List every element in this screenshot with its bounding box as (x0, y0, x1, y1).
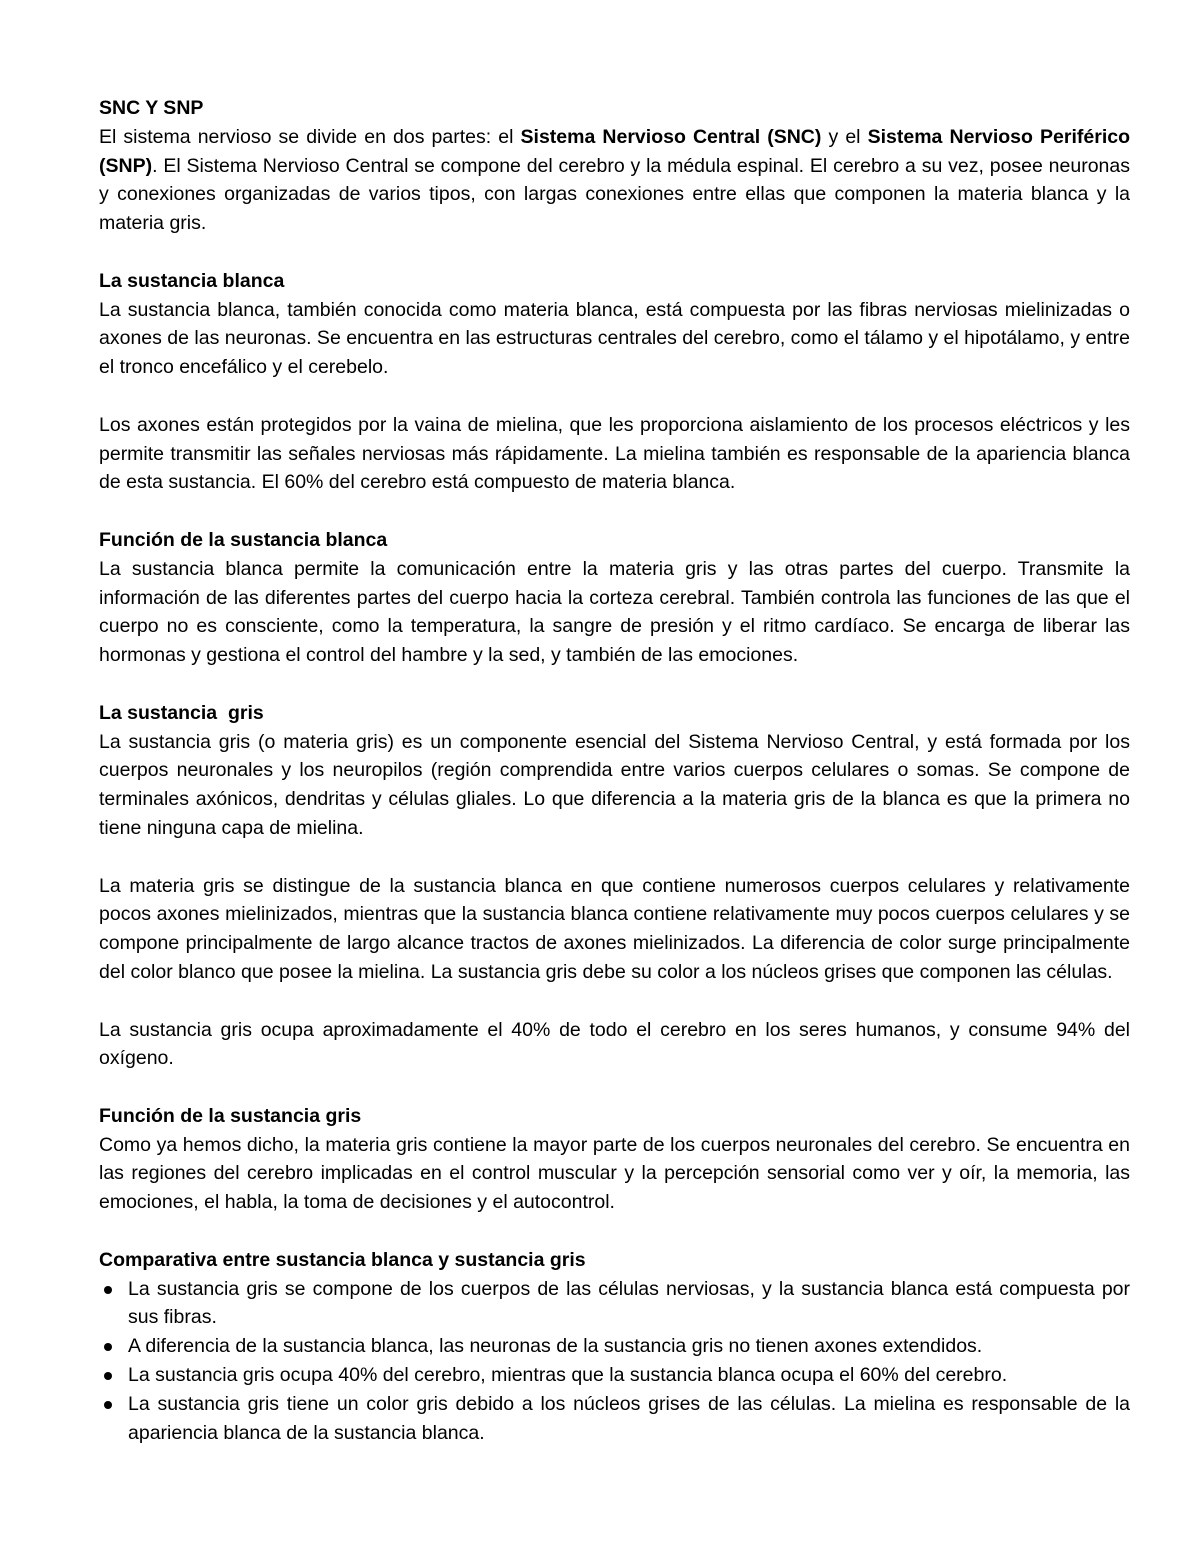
heading-funcion-gris: Función de la sustancia gris (99, 1104, 362, 1127)
paragraph-blanca-2: Los axones están protegidos por la vaina de mielina, que les proporciona aislamiento de los procesos eléctricos y les permite transmitir las señales nerviosas más rápidamente. La mielina también es responsable de la apariencia blanca de esta sustancia. El 60% del cerebro está compuesto de materia blanca. (99, 413, 1130, 494)
list-item-text: La sustancia gris se compone de los cuerpos de las células nerviosas, y la sustancia blanca está compuesta por sus fibras. (128, 1277, 1130, 1329)
paragraph-gris-3: La sustancia gris ocupa aproximadamente el 40% de todo el cerebro en los seres humanos, y consume 94% del oxígeno. (99, 1018, 1130, 1070)
comparison-list (99, 1275, 1130, 1448)
list-item-text: La sustancia gris ocupa 40% del cerebro, mientras que la sustancia blanca ocupa el 60% del cerebro. (128, 1364, 1008, 1387)
paragraph-funcion-gris: Como ya hemos dicho, la materia gris contiene la mayor parte de los cuerpos neuronales del cerebro. Se encuentra en las regiones del cerebro implicadas en el control muscular y la percepción sensorial como ver y oír, la memoria, las emociones, el habla, la toma de decisiones y el autocontrol. (99, 1133, 1130, 1214)
document-page (99, 94, 1130, 1447)
heading-snc-snp: SNC Y SNP (99, 97, 204, 119)
bold-term-snp: Sistema Nervioso Periférico (SNP) (99, 125, 1130, 177)
list-item-text: La sustancia gris tiene un color gris debido a los núcleos grises de las células. La mielina es responsable de la apariencia blanca de la sustancia blanca. (128, 1392, 1130, 1444)
heading-comparativa: Comparativa entre sustancia blanca y sustancia gris (99, 1248, 586, 1271)
bullet-icon (104, 1401, 112, 1409)
list-item (99, 1361, 1130, 1390)
heading-funcion-blanca: Función de la sustancia blanca (99, 528, 388, 551)
paragraph-snc-snp (99, 123, 1130, 238)
heading-sustancia-gris: La sustancia gris (99, 701, 264, 724)
bullet-icon (104, 1286, 112, 1294)
paragraph-gris-2: La materia gris se distingue de la sustancia blanca en que contiene numerosos cuerpos celulares y relativamente pocos axones mielinizados, mientras que la sustancia blanca contiene relativamente muy pocos cuerpos celulares y se compone principalmente de largo alcance tractos de axones mielinizados. La diferencia de color surge principalmente del color blanco que posee la mielina. La sustancia gris debe su color a los núcleos grises que componen las células. (99, 874, 1130, 983)
paragraph-gris-1: La sustancia gris (o materia gris) es un componente esencial del Sistema Nervioso Central, y está formada por los cuerpos neuronales y los neuropilos (región comprendida entre varios cuerpos celulares o somas. Se compone de terminales axónicos, dendritas y células gliales. Lo que diferencia a la materia gris de la blanca es que la primera no tiene ninguna capa de mielina. (99, 730, 1130, 839)
paragraph-funcion-blanca: La sustancia blanca permite la comunicación entre la materia gris y las otras partes del cuerpo. Transmite la información de las diferentes partes del cuerpo hacia la corteza cerebral. También controla las funciones de las que el cuerpo no es consciente, como la temperatura, la sangre de presión y el ritmo cardíaco. Se encarga de liberar las hormonas y gestiona el control del hambre y la sed, y también de las emociones. (99, 557, 1130, 667)
text-run: . El Sistema Nervioso Central se compone del cerebro y la médula espinal. El cerebro a su vez, posee neuronas y conexiones organizadas de varios tipos, con largas conexiones entre ellas que componen la materia blanca y la materia gris. (99, 154, 1130, 235)
list-item-text: A diferencia de la sustancia blanca, las neuronas de la sustancia gris no tienen axones extendidos. (128, 1335, 983, 1358)
paragraph-blanca-1: La sustancia blanca, también conocida como materia blanca, está compuesta por las fibras nerviosas mielinizadas o axones de las neuronas. Se encuentra en las estructuras centrales del cerebro, como el tálamo y el hipotálamo, y entre el tronco encefálico y el cerebelo. (99, 298, 1130, 379)
heading-sustancia-blanca: La sustancia blanca (99, 269, 285, 292)
bullet-icon (104, 1372, 112, 1380)
text-run: El sistema nervioso se divide en dos partes: el (99, 125, 521, 148)
bullet-icon (104, 1343, 112, 1351)
bold-term-snc: Sistema Nervioso Central (SNC) (520, 125, 822, 148)
list-item (99, 1275, 1130, 1333)
text-run: y el (821, 125, 868, 148)
list-item (99, 1332, 1130, 1361)
list-item (99, 1390, 1130, 1448)
